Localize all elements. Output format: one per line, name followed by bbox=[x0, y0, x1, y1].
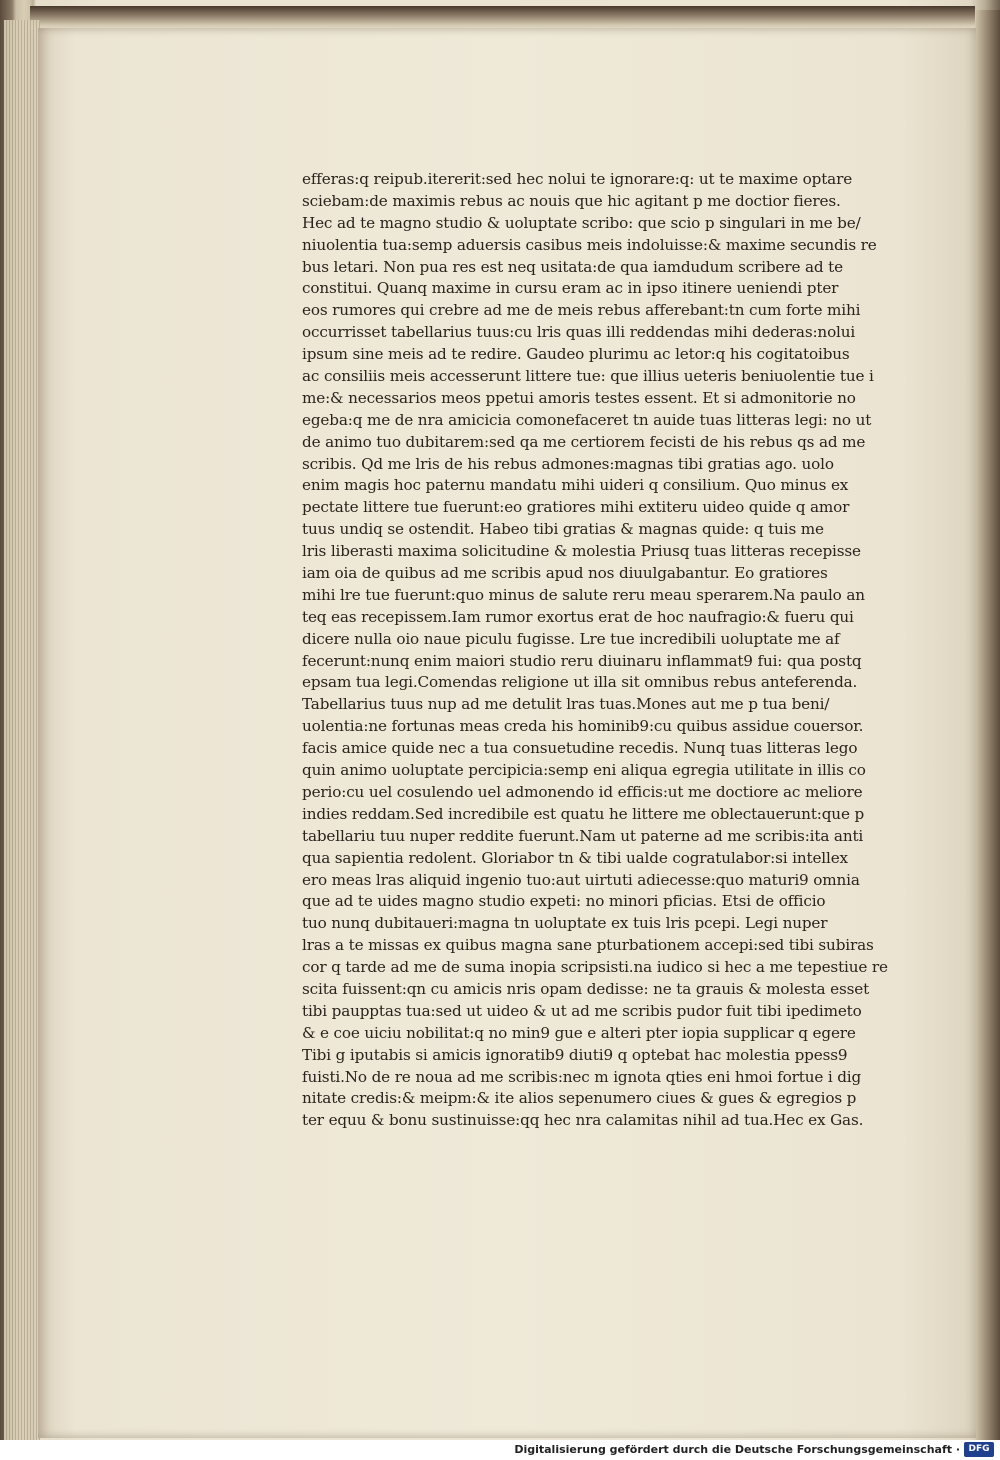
text-line: me:& necessarios meos ppetui amoris testes essent. Et si admonitorie no bbox=[302, 388, 856, 407]
text-line: eos rumores qui crebre ad me de meis rebus afferebant:tn cum forte mihi bbox=[302, 301, 861, 320]
text-line: fuisti.No de re noua ad me scribis:nec m ignota qties eni hmoi fortue i dig bbox=[302, 1067, 862, 1086]
text-line: fecerunt:nunq enim maiori studio reru diuinaru inflammat9 fui: qua postq bbox=[302, 651, 862, 670]
text-line: tibi paupptas tua:sed ut uideo & ut ad me scribis pudor fuit tibi ipedimeto bbox=[302, 1001, 862, 1020]
text-line: que ad te uides magno studio expeti: no minori pficias. Etsi de officio bbox=[302, 892, 826, 911]
text-line: perio:cu uel cosulendo uel admonendo id efficis:ut me doctiore ac meliore bbox=[302, 782, 863, 801]
text-line: de animo tuo dubitarem:sed qa me certiorem fecisti de his rebus qs ad me bbox=[302, 432, 866, 451]
text-line: cor q tarde ad me de suma inopia scripsisti.na iudico si hec a me tepestiue re bbox=[302, 958, 888, 977]
book-top-edge bbox=[30, 6, 975, 30]
text-line: niuolentia tua:semp aduersis casibus meis indoluisse:& maxime secundis re bbox=[302, 235, 877, 254]
text-line: ac consiliis meis accesserunt littere tue: que illius ueteris beniuolentie tue i bbox=[302, 367, 874, 386]
text-line: ipsum sine meis ad te redire. Gaudeo plurimu ac letor:q his cogitatoibus bbox=[302, 345, 850, 364]
text-line: enim magis hoc paternu mandatu mihi uideri q consilium. Quo minus ex bbox=[302, 476, 849, 495]
text-line: bus letari. Non pua res est neq usitata:de qua iamdudum scribere ad te bbox=[302, 257, 843, 276]
text-line: tabellariu tuu nuper reddite fuerunt.Nam ut paterne ad me scribis:ita anti bbox=[302, 826, 864, 845]
text-line: occurrisset tabellarius tuus:cu lris quas illi reddendas mihi dederas:nolui bbox=[302, 323, 856, 342]
text-line: dicere nulla oio naue piculu fugisse. Lre tue incredibili uoluptate me af bbox=[302, 629, 840, 648]
text-line: lris liberasti maxima solicitudine & molestia Priusq tuas litteras recepisse bbox=[302, 542, 861, 561]
page-stack-edge bbox=[4, 20, 40, 1440]
text-line: indies reddam.Sed incredibile est quatu he littere me oblectauerunt:que p bbox=[302, 804, 865, 823]
text-line: mihi lre tue fuerunt:quo minus de salute reru meau sperarem.Na paulo an bbox=[302, 585, 865, 604]
text-line: efferas:q reipub.itererit:sed hec nolui te ignorare:q: ut te maxime optare bbox=[302, 170, 853, 188]
text-line: tuus undiq se ostendit. Habeo tibi gratias & magnas quide: q tuis me bbox=[302, 520, 824, 539]
text-line: constitui. Quanq maxime in cursu eram ac in ipso itinere ueniendi pter bbox=[302, 279, 839, 298]
digitization-footer bbox=[0, 1440, 1000, 1460]
text-line: teq eas recepissem.Iam rumor exortus erat de hoc naufragio:& fueru qui bbox=[302, 607, 854, 626]
text-line: egeba:q me de nra amicicia comonefaceret tn auide tuas litteras legi: no ut bbox=[302, 410, 872, 429]
text-line: Tibi g iputabis si amicis ignoratib9 diuti9 q optebat hac molestia ppess9 bbox=[302, 1045, 848, 1064]
incunable-text-block bbox=[302, 169, 892, 1132]
text-line: lras a te missas ex quibus magna sane pturbationem accepi:sed tibi subiras bbox=[302, 936, 874, 955]
book-right-edge bbox=[976, 10, 1000, 1440]
funding-notice: Digitalisierung gefördert durch die Deutsche Forschungsgemeinschaft · bbox=[514, 1443, 960, 1456]
text-line: facis amice quide nec a tua consuetudine recedis. Nunq tuas litteras lego bbox=[302, 739, 858, 758]
text-line: Tabellarius tuus nup ad me detulit lras tuas.Mones aut me p tua beni/ bbox=[302, 695, 830, 714]
text-line: scita fuissent:qn cu amicis nris opam dedisse: ne ta grauis & molesta esset bbox=[302, 979, 870, 998]
text-line: Hec ad te magno studio & uoluptate scribo: que scio p singulari in me be/ bbox=[302, 213, 861, 232]
text-line: ter equu & bonu sustinuisse:qq hec nra calamitas nihil ad tua.Hec ex Gas. bbox=[302, 1111, 864, 1130]
text-line: sciebam:de maximis rebus ac nouis que hic agitant p me doctior fieres. bbox=[302, 191, 841, 210]
text-line: scribis. Qd me lris de his rebus admones:magnas tibi gratias ago. uolo bbox=[302, 454, 834, 473]
text-line: epsam tua legi.Comendas religione ut illa sit omnibus rebus anteferenda. bbox=[302, 673, 858, 692]
text-line: & e coe uiciu nobilitat:q no min9 gue e alteri pter iopia supplicar q egere bbox=[302, 1023, 856, 1042]
text-line: tuo nunq dubitaueri:magna tn uoluptate ex tuis lris pcepi. Legi nuper bbox=[302, 914, 828, 933]
text-line: quin animo uoluptate percipicia:semp eni aliqua egregia utilitate in illis co bbox=[302, 761, 866, 780]
text-line: ero meas lras aliquid ingenio tuo:aut uirtuti adiecesse:quo maturi9 omnia bbox=[302, 870, 860, 889]
text-line: nitate credis:& meipm:& ite alios sepenumero ciues & gues & egregios p bbox=[302, 1089, 857, 1108]
text-line: qua sapientia redolent. Gloriabor tn & tibi ualde cogratulabor:si intellex bbox=[302, 848, 848, 867]
text-line: iam oia de quibus ad me scribis apud nos diuulgabantur. Eo gratiores bbox=[302, 564, 828, 583]
dfg-logo: DFG bbox=[964, 1442, 994, 1457]
text-line: pectate littere tue fuerunt:eo gratiores mihi extiteru uideo quide q amor bbox=[302, 498, 850, 517]
text-line: uolentia:ne fortunas meas creda his hominib9:cu quibus assidue couersor. bbox=[302, 717, 864, 736]
